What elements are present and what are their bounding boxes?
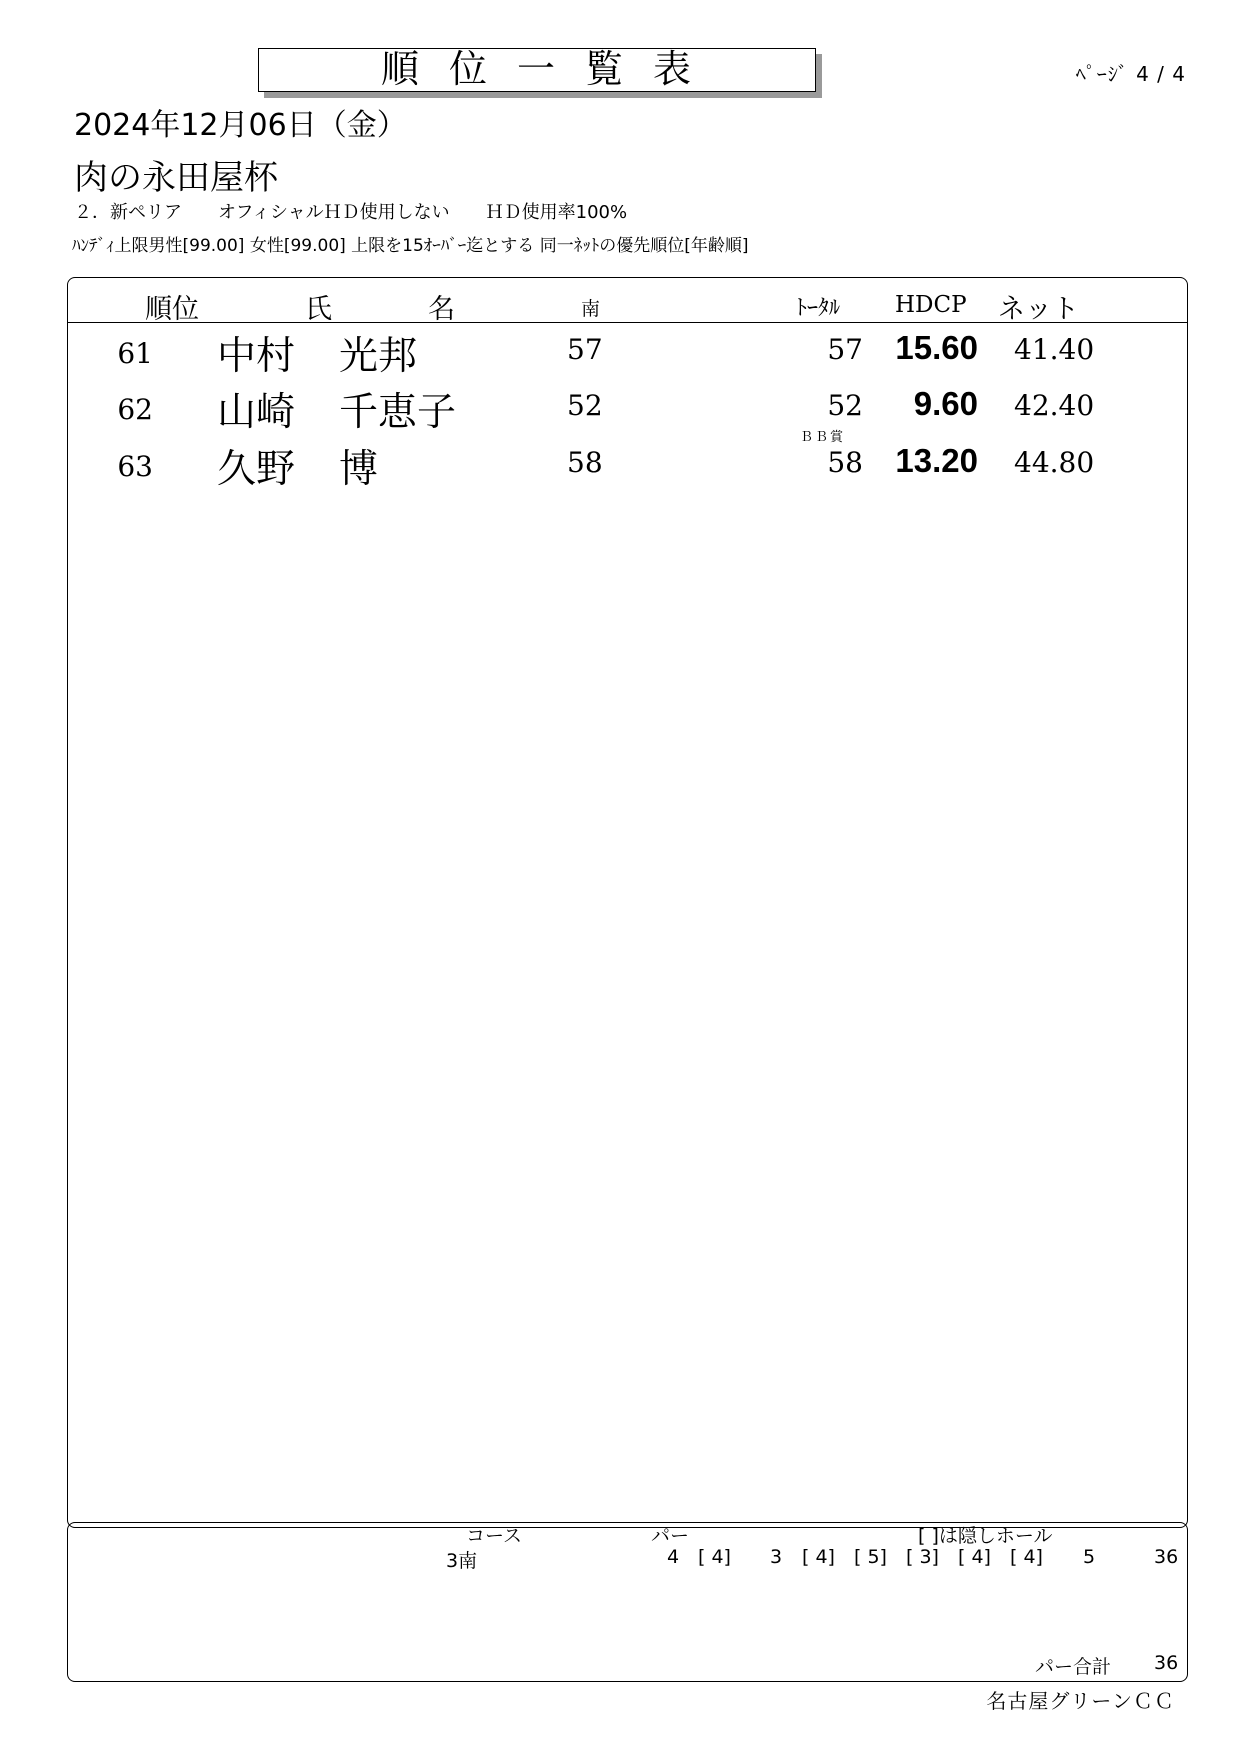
hole-par: [ 4] [958,1546,991,1568]
course-label: コース [466,1525,523,1547]
event-date: 2024年12月06日（金） [74,108,407,143]
rules-line-1: ２．新ペリア オフィシャルＨＤ使用しない ＨＤ使用率100% [74,202,628,223]
hole-par: [ 4] [802,1546,835,1568]
header-name-1: 氏 [305,294,332,325]
header-net: ネット [998,294,1079,325]
course-name: 3南 [446,1550,478,1572]
course-score: 52 [567,389,603,422]
rank: 61 [117,337,153,370]
hidden-hole-note: [ ]は隠しホール [918,1525,1053,1547]
prize: ＢＢ賞 [799,430,845,445]
net-score: 42.40 [1014,389,1095,422]
rank: 62 [117,393,153,426]
page-number: ﾍﾟｰｼﾞ 4 / 4 [1075,62,1186,86]
total-score: 52 [827,389,863,422]
given-name: 光邦 [339,334,418,379]
given-name: 博 [339,447,379,492]
hdcp: 9.60 [913,385,978,422]
hole-par: [ 3] [906,1546,939,1568]
table-row [67,381,1186,445]
table-row [67,438,1186,494]
total-score: 57 [827,333,863,366]
par-total: 36 [1154,1652,1179,1674]
header-name-2: 名 [428,294,455,325]
hole-par: 5 [1083,1546,1096,1568]
course-score: 57 [567,333,603,366]
family-name: 山崎 [217,390,296,435]
venue-name: 名古屋グリーンＣＣ [986,1689,1175,1713]
header-hdcp: HDCP [895,292,967,318]
family-name: 中村 [217,334,296,379]
hdcp: 13.20 [895,442,978,479]
par-total-label: パー合計 [1035,1656,1112,1678]
total-score: 58 [827,446,863,479]
given-name: 千恵子 [339,390,457,435]
hole-par: [ 4] [698,1546,731,1568]
header-total: ﾄｰﾀﾙ [796,296,841,321]
rank: 63 [117,450,153,483]
hdcp: 15.60 [895,329,978,366]
page-title: 順位一覧表 [380,47,721,91]
hole-par: [ 4] [1010,1546,1043,1568]
header-rank: 順位 [145,294,199,325]
hole-par: [ 5] [854,1546,887,1568]
net-score: 41.40 [1014,333,1095,366]
rules-line-2: ﾊﾝﾃﾞｨ上限男性[99.00] 女性[99.00] 上限を15ｵｰﾊﾞｰ迄とする 同一ﾈｯﾄの優先順位[年齢順] [72,236,749,256]
hole-par: 3 [770,1546,783,1568]
family-name: 久野 [217,447,296,492]
par-label: パー [651,1525,690,1547]
table-row [67,325,1186,381]
event-name: 肉の永田屋杯 [74,158,278,198]
out-total: 36 [1154,1546,1179,1568]
header-course: 南 [581,298,601,320]
net-score: 44.80 [1014,446,1095,479]
hole-par: 4 [667,1546,680,1568]
course-score: 58 [567,446,603,479]
